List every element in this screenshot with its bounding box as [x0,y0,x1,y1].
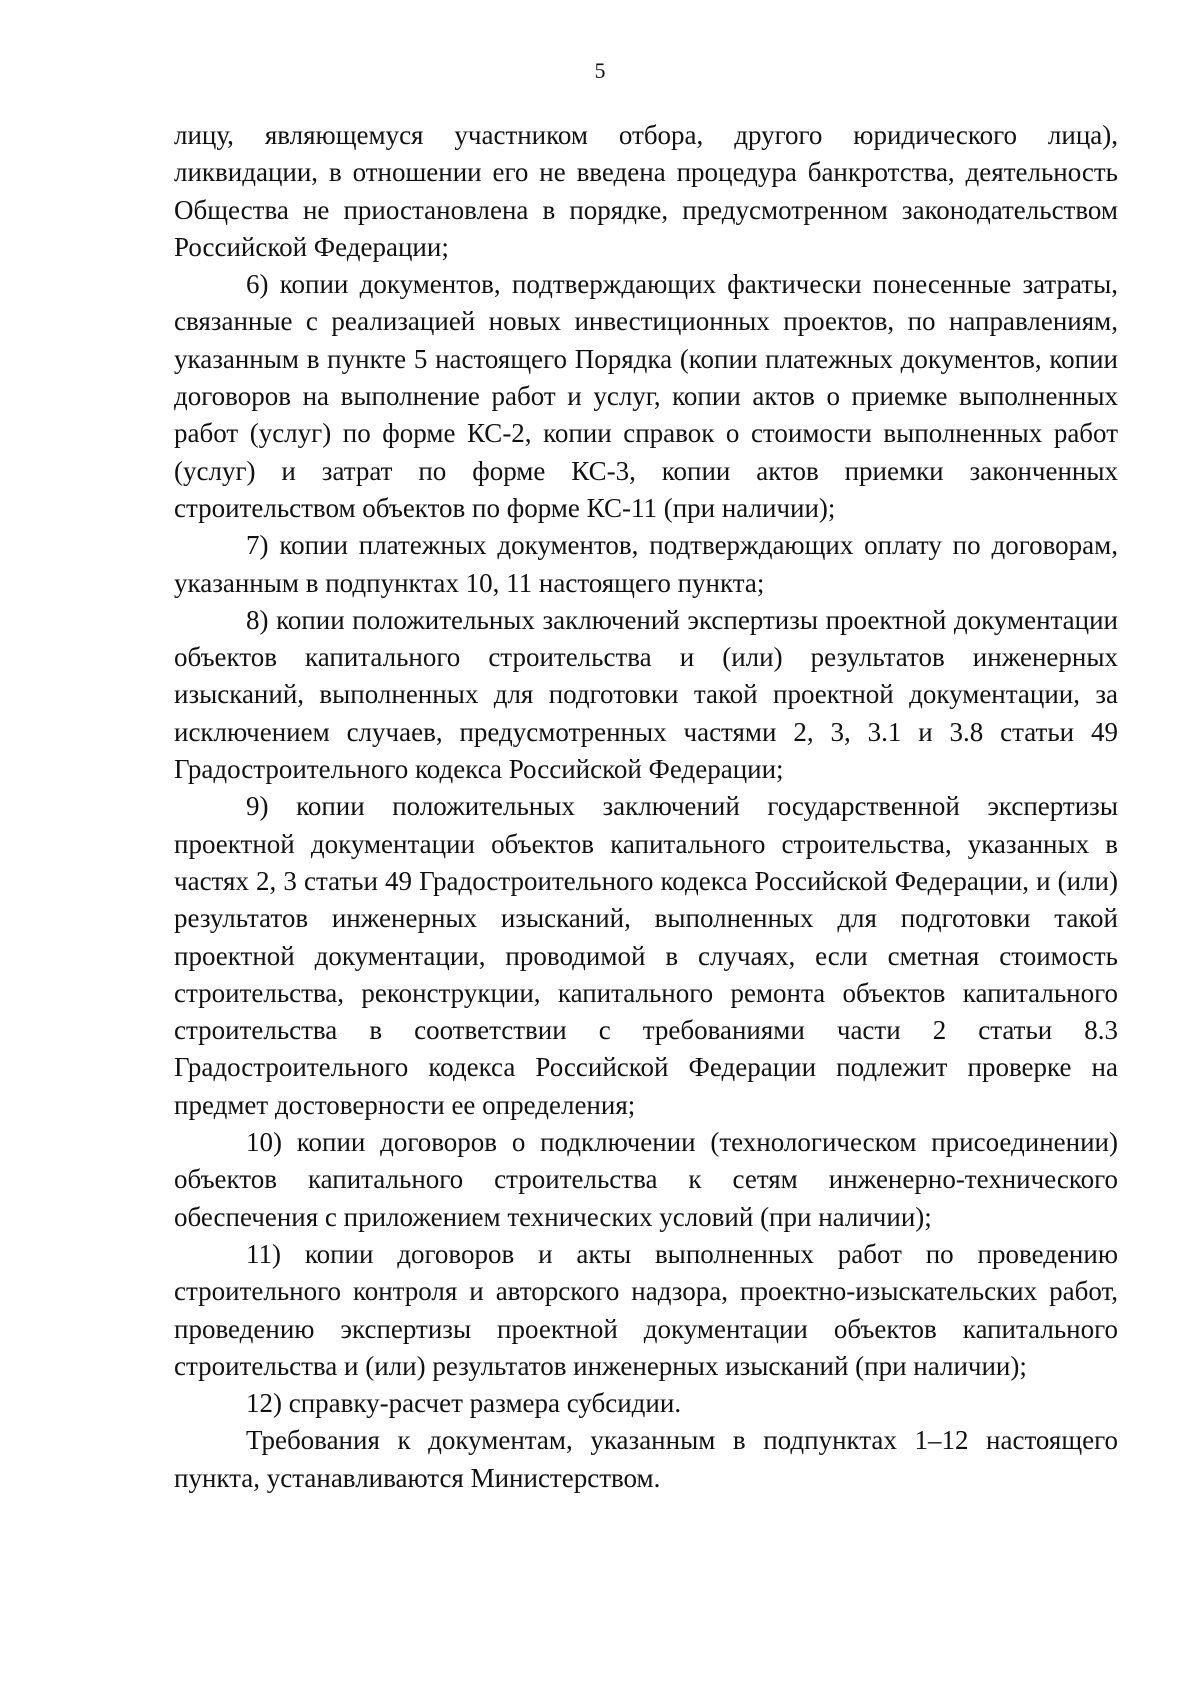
page-number: 5 [594,58,606,83]
paragraph-item-10: 10) копии договоров о подключении (технологическом присоединении) объектов капитального строительства к сетям инженерно-технического обеспечения с приложением технических условий (при наличии); [174,1127,1118,1232]
paragraph-item-9: 9) копии положительных заключений государственной экспертизы проектной документации объектов капитального строительства, указанных в частях 2, 3 статьи 49 Градостроительного кодекса Российской Федерации, и (или) результатов инженерных изысканий, выполненных для подготовки такой проектной документации, проводимой в случаях, если сметная стоимость строительства, реконструкции, капитального ремонта объектов капитального строительства в соответствии с требованиями части 2 статьи 8.3 Градостроительного кодекса Российской Федерации подлежит проверке на предмет достоверности ее определения; [174,791,1118,1120]
paragraph-requirements: Требования к документам, указанным в подпунктах 1–12 настоящего пункта, устанавливаются Министерством. [174,1425,1118,1493]
document-body [174,117,1118,1497]
paragraph-item-7: 7) копии платежных документов, подтверждающих оплату по договорам, указанным в подпунктах 10, 11 настоящего пункта; [174,530,1118,598]
paragraph-item-11: 11) копии договоров и акты выполненных работ по проведению строительного контроля и авторского надзора, проектно-изыскательских работ, проведению экспертизы проектной документации объектов капитального строительства и (или) результатов инженерных изысканий (при наличии); [174,1238,1118,1381]
paragraph-item-6: 6) копии документов, подтверждающих фактически понесенные затраты, связанные с реализацией новых инвестиционных проектов, по направлениям, указанным в пункте 5 настоящего Порядка (копии платежных документов, копии договоров на выполнение работ и услуг, копии актов о приемке выполненных работ (услуг) по форме КС-2, копии справок о стоимости выполненных работ (услуг) и затрат по форме КС-3, копии актов приемки законченных строительством объектов по форме КС-11 (при наличии); [174,269,1118,523]
paragraph-item-12: 12) справку-расчет размера субсидии. [246,1388,682,1419]
paragraph-continuation: лицу, являющемуся участником отбора, другого юридического лица), ликвидации, в отношении его не введена процедура банкротства, деятельность Общества не приостановлена в порядке, предусмотренном законодательством Российской Федерации; [174,120,1118,262]
paragraph-item-8: 8) копии положительных заключений экспертизы проектной документации объектов капитального строительства и (или) результатов инженерных изысканий, выполненных для подготовки такой проектной документации, за исключением случаев, предусмотренных частями 2, 3, 3.1 и 3.8 статьи 49 Градостроительного кодекса Российской Федерации; [174,604,1118,785]
